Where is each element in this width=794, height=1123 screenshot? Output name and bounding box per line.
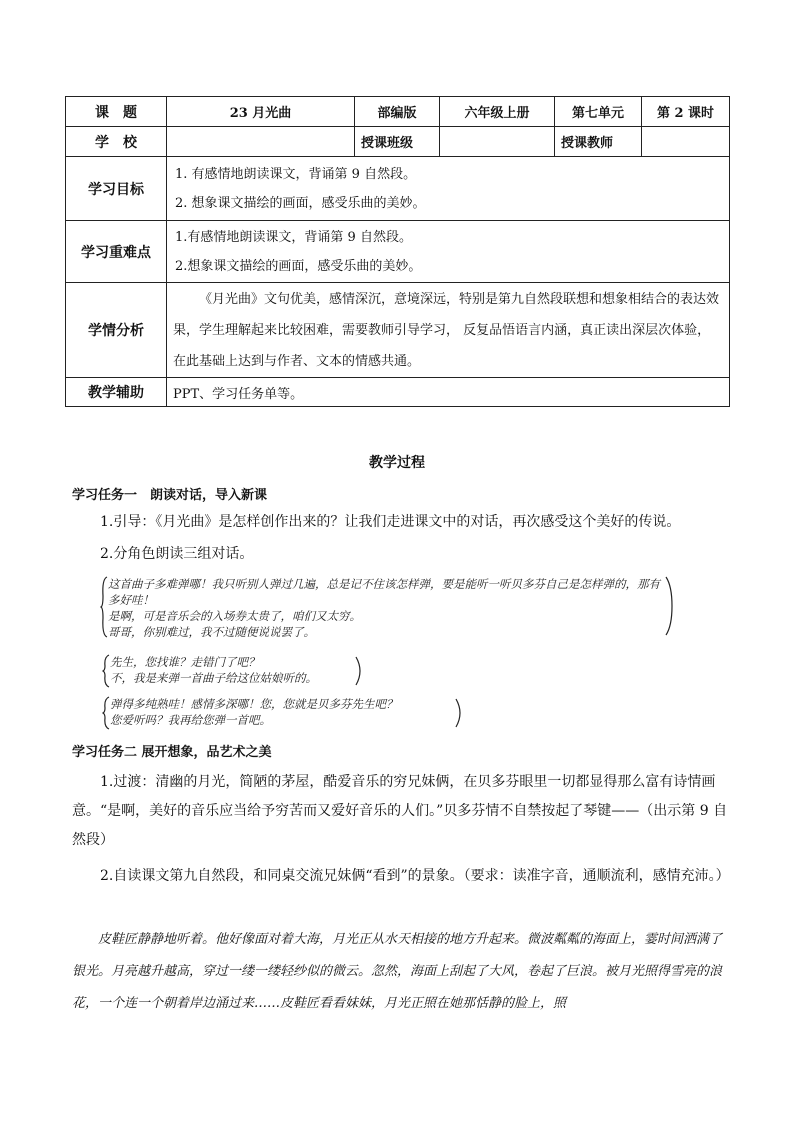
key-point-item: 2.想象课文描绘的画面，感受乐曲的美妙。 xyxy=(175,258,422,274)
table-row xyxy=(66,378,730,407)
dialog-line: 先生，您找谁？走错门了吧？ xyxy=(110,655,260,669)
goal-item: 1. 有感情地朗读课文，背诵第 9 自然段。 xyxy=(175,166,417,182)
dialog-group-1 xyxy=(108,576,668,640)
left-brace-icon xyxy=(102,654,110,688)
text-excerpt: 皮鞋匠静静地听着。他好像面对着大海，月光正从水天相接的地方升起来。微波粼粼的海面上，霎时间洒满了银光。月亮越升越高，穿过一缕一缕轻纱似的微云。忽然，海面上刮起了大风，卷起了巨浪。被月光照得雪亮的浪花，一个连一个朝着岸边涌过来……皮鞋匠看看妹妹，月光正照在她那恬静的脸上，照 xyxy=(72,932,723,1011)
teacher-value xyxy=(642,127,730,157)
teacher-label: 授课教师 xyxy=(555,127,642,157)
table-row xyxy=(66,97,730,127)
right-brace-icon xyxy=(664,576,674,636)
analysis-label: 学情分析 xyxy=(66,283,167,378)
key-point-item: 1.有感情地朗读课文，背诵第 9 自然段。 xyxy=(175,229,412,245)
class-value xyxy=(440,127,555,157)
right-brace-icon xyxy=(454,698,462,728)
key-points-label: 学习重难点 xyxy=(66,221,167,283)
task1-heading: 学习任务一 朗读对话，导入新课 xyxy=(72,488,268,503)
section-title: 教学过程 xyxy=(369,455,425,471)
table-row xyxy=(66,283,730,378)
task1-paragraph-1: 1.引导：《月光曲》是怎样创作出来的？让我们走进课文中的对话，再次感受这个美好的传说。 xyxy=(100,514,681,530)
dialog-group-3 xyxy=(110,696,398,728)
analysis-text: 《月光曲》文句优美，感情深沉，意境深远，特别是第九自然段联想和想象相结合的表达效果，学生理解起来比较困难，需要教师引导学习， 反复品悟语言内涵，真正读出深层次体验，在此基础上达到与作者、文本的情感共通。 xyxy=(173,291,720,369)
aids-text: PPT、学习任务单等。 xyxy=(167,378,730,407)
analysis-content xyxy=(167,283,730,378)
unit: 第七单元 xyxy=(555,97,642,127)
grade: 六年级上册 xyxy=(440,97,555,127)
edition: 部编版 xyxy=(355,97,440,127)
dialog-line: 不，我是来弹一首曲子给这位姑娘听的。 xyxy=(110,671,317,685)
lesson-info-table xyxy=(65,96,730,407)
left-brace-icon xyxy=(100,576,108,638)
table-row xyxy=(66,157,730,221)
dialog-line: 这首曲子多难弹哪！我只听别人弹过几遍，总是记不住该怎样弹，要是能听一听贝多芬自己是怎样弹的，那有多好哇！ xyxy=(108,577,660,607)
dialog-line: 弹得多纯熟哇！感情多深哪！您，您就是贝多芬先生吧？ xyxy=(110,697,398,711)
aids-label: 教学辅助 xyxy=(66,378,167,407)
dialog-group-2 xyxy=(110,654,317,686)
task1-paragraph-2: 2.分角色朗读三组对话。 xyxy=(100,546,254,562)
task2-heading: 学习任务二 展开想象，品艺术之美 xyxy=(72,745,272,760)
table-row xyxy=(66,221,730,283)
table-row xyxy=(66,127,730,157)
dialog-line: 哥哥，你别难过，我不过随便说说罢了。 xyxy=(108,625,315,639)
dialog-line: 是啊，可是音乐会的入场券太贵了，咱们又太穷。 xyxy=(108,609,361,623)
left-brace-icon xyxy=(102,696,110,730)
dialog-line: 您爱听吗？我再给您弹一首吧。 xyxy=(110,713,271,727)
right-brace-icon xyxy=(354,656,362,686)
lesson-title: 23 月光曲 xyxy=(167,97,355,127)
goals-label: 学习目标 xyxy=(66,157,167,221)
school-label: 学 校 xyxy=(66,127,167,157)
lesson-label: 课 题 xyxy=(66,97,167,127)
period: 第 2 课时 xyxy=(642,97,730,127)
goal-item: 2. 想象课文描绘的画面，感受乐曲的美妙。 xyxy=(175,195,426,211)
task2-paragraph-2: 2.自读课文第九自然段，和同桌交流兄妹俩“看到”的景象。（要求：读准字音，通顺流利，感情充沛。） xyxy=(100,868,730,884)
task2-paragraph-1: 1.过渡：清幽的月光，简陋的茅屋，酷爱音乐的穷兄妹俩，在贝多芬眼里一切都显得那么富有诗情画意。“是啊，美好的音乐应当给予穷苦而又爱好音乐的人们。”贝多芬情不自禁按起了琴键——（出示第 9 自然段） xyxy=(72,774,728,848)
goals-content xyxy=(167,157,730,221)
class-label: 授课班级 xyxy=(355,127,440,157)
school-value xyxy=(167,127,355,157)
key-points-content xyxy=(167,221,730,283)
